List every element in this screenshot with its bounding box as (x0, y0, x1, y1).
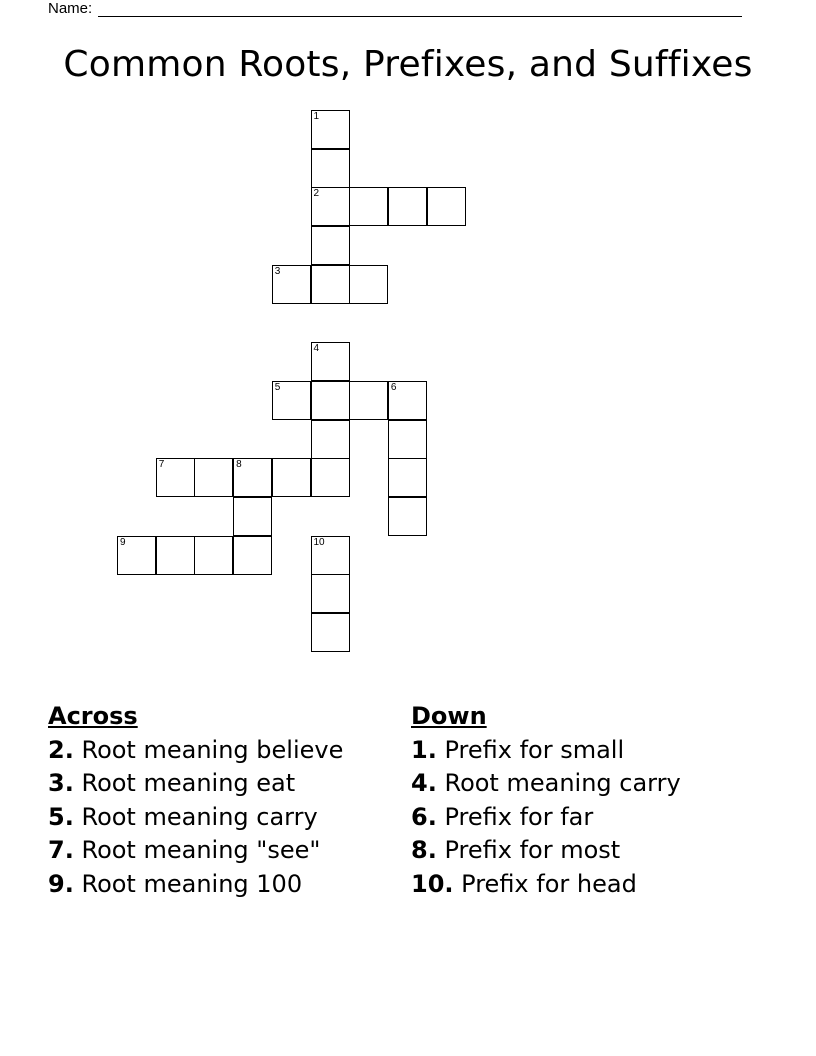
cell-number: 3 (274, 265, 281, 277)
clue-text: Root meaning carry (81, 802, 318, 831)
grid-cell[interactable] (117, 536, 156, 575)
cell-number: 10 (313, 536, 325, 548)
cell-number: 1 (313, 111, 320, 122)
grid-cell[interactable] (272, 458, 311, 497)
cell-number: 5 (274, 381, 281, 393)
grid-cell[interactable] (233, 458, 272, 497)
grid-cell[interactable] (194, 458, 233, 497)
grid-cell[interactable] (311, 381, 350, 420)
cell-number: 9 (120, 536, 126, 548)
clue-number: 2. (48, 735, 74, 764)
grid-cell[interactable] (388, 497, 427, 536)
grid-cell[interactable] (311, 265, 350, 304)
clue-number: 8. (411, 836, 437, 864)
clue-down-4 (411, 767, 681, 801)
down-heading: Down (411, 702, 487, 730)
clue-number: 4. (411, 769, 437, 797)
clue-text: Root meaning 100 (81, 869, 303, 898)
clue-across-9 (48, 868, 343, 902)
grid-cell[interactable] (156, 536, 195, 575)
grid-cell[interactable] (349, 381, 388, 420)
grid-cell[interactable] (311, 574, 350, 613)
grid-cell[interactable] (388, 458, 427, 497)
cell-number: 8 (236, 459, 242, 471)
grid-cell[interactable] (311, 458, 350, 497)
grid-cell[interactable] (388, 381, 427, 420)
cell-number: 2 (313, 188, 320, 200)
clue-number: 5. (48, 802, 74, 831)
clue-down-10 (411, 868, 681, 902)
cell-number: 7 (158, 459, 165, 471)
grid-cell[interactable] (311, 420, 350, 459)
grid-cell[interactable] (156, 458, 195, 497)
clue-number: 1. (411, 735, 437, 764)
grid-cell[interactable] (233, 497, 272, 536)
across-clues (48, 700, 343, 901)
grid-cell[interactable] (233, 536, 272, 575)
grid-cell[interactable] (311, 613, 350, 652)
clue-text: Root meaning carry (444, 769, 681, 797)
clue-number: 10. (411, 869, 454, 898)
clue-across-2 (48, 734, 343, 768)
grid-cell[interactable] (272, 265, 311, 304)
name-label: Name: (48, 0, 93, 17)
clue-across-3 (48, 767, 343, 801)
grid-cell[interactable] (349, 187, 388, 226)
clue-text: Prefix for far (444, 802, 594, 831)
clue-across-5 (48, 801, 343, 835)
clue-text: Root meaning believe (81, 735, 344, 764)
clue-text: Prefix for head (461, 869, 637, 898)
grid-cell[interactable] (388, 187, 427, 226)
grid-cell[interactable] (427, 187, 466, 226)
clue-text: Root meaning "see" (81, 836, 321, 864)
grid-cell[interactable] (194, 536, 233, 575)
clue-down-6 (411, 801, 681, 835)
clue-down-8 (411, 834, 681, 868)
cell-number: 6 (390, 381, 397, 393)
grid-cell[interactable] (311, 536, 350, 575)
down-clues (411, 700, 681, 901)
grid-cell[interactable] (349, 265, 388, 304)
clue-down-1 (411, 734, 681, 768)
clue-text: Root meaning eat (81, 769, 296, 797)
clue-number: 9. (48, 869, 74, 898)
grid-cell[interactable] (311, 149, 350, 188)
cell-number: 4 (313, 343, 320, 355)
clue-number: 7. (48, 836, 74, 864)
page-title: Common Roots, Prefixes, and Suffixes (63, 44, 753, 85)
clue-number: 6. (411, 802, 437, 831)
grid-cell[interactable] (311, 187, 350, 226)
grid-cell[interactable] (388, 420, 427, 459)
clue-number: 3. (48, 769, 74, 797)
clue-text: Prefix for most (444, 836, 621, 864)
grid-cell[interactable] (311, 342, 350, 381)
clue-text: Prefix for small (444, 735, 625, 764)
across-heading: Across (48, 702, 138, 730)
clue-across-7 (48, 834, 343, 868)
grid-cell[interactable] (311, 226, 350, 265)
grid-cell[interactable] (272, 381, 311, 420)
grid-cell[interactable] (311, 110, 350, 149)
